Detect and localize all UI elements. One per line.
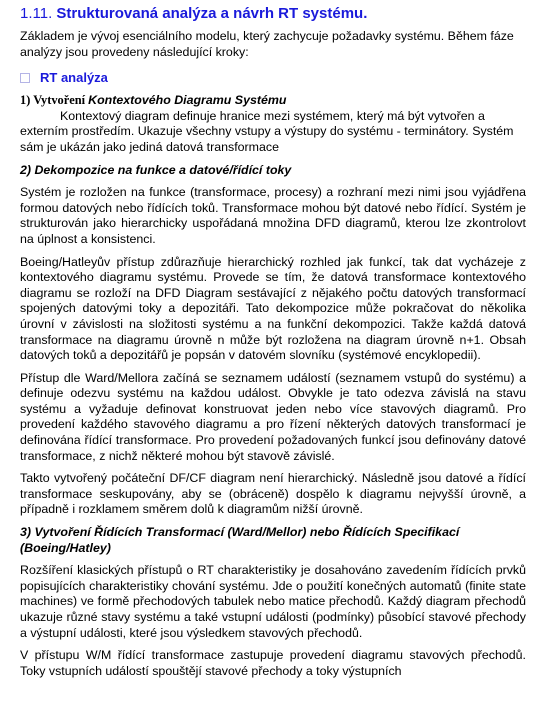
heading-number: 1.11. [20,5,53,22]
step1-heading [20,93,526,109]
subsection-label: RT analýza [40,70,108,86]
heading-title: Strukturovaná analýza a návrh RT systému. [56,5,368,22]
step2-paragraph-2: Boeing/Hatleyův přístup zdůrazňuje hierarchický rozhled jak funkcí, tak dat vycházeje z kontextového diagramu systému. Provede se tím, že datová transformace kontextového diagramu se rozloží na DFD Diagram sestávající z nějakého počtu datových transformací spojených datovými toky a depozitáři. Tato dekompozice může pokračovat do několika úrovní v závislosti na složitosti systému a na funkční dekompozici. Takže každá datová transformace na diagramu úrovně n může být rozložena na diagram úrovně n+1. Obsah datových toků a depozitářů je popsán v datovém slovníku (systémové encyklopedii). [20,254,526,363]
step3-heading: 3) Vytvoření Řídících Transformací (Ward/Mellor) nebo Řídících Specifikací (Boeing/Hatley) [20,525,460,555]
step1-paragraph: Kontextový diagram definuje hranice mezi systémem, který má být vytvořen a externím prostředím. Ukazuje všechny vstupy a výstupy do systému - terminátory. Systém sám je ukázán jako jediná datová transformace [20,108,514,154]
intro-paragraph: Základem je vývoj esenciálního modelu, který zachycuje požadavky systému. Během fáze analýzy jsou provedeny následující kroky: [20,29,514,59]
subsection-heading [20,69,526,87]
step2-paragraph-3: Přístup dle Ward/Mellora začíná se seznamem událostí (seznamem vstupů do systému) a definuje odezvu systému na každou událost. Obvykle je tato odezva závislá na stavu systému a vyžaduje definovat konstruovat jeden nebo více stavových diagramů. Pro provedení každého stavového diagramu a pro řízení některých datových transformací je definována řídící transformace. Pro provedení požadovaných funkcí jsou definovány datové transformace, z nichž některé mohou být stavově závislé. [20,370,526,463]
step1-title: Kontextového Diagramu Systému [88,93,287,108]
step3-paragraph-2: V přístupu W/M řídící transformace zastupuje provedení diagramu stavových přechodů. Toky vstupních událostí spouštějí stavové přechody a toky výstupních [20,648,526,678]
step3-paragraph-1: Rozšíření klasických přístupů o RT charakteristiky je dosahováno zavedením řídících prvků popisujících charakteristiky chování systému. Jde o použití konečných automatů (finite state machines) ve formě přechodových tabulek nebo matice přechodů. Každý diagram přechodů ukazuje různé stavy systému a také vstupní události (podmínky) působící stavové přechody a výstupní události, které jsou výsledkem stavových přechodů. [20,563,526,640]
checkbox-square-icon [20,73,30,83]
step1-prefix: 1) Vytvoření [20,93,89,108]
step2-heading: 2) Dekompozice na funkce a datové/řídící toky [20,162,292,177]
section-heading [20,4,526,24]
document-page [20,4,526,679]
step2-paragraph-1: Systém je rozložen na funkce (transformace, procesy) a rozhraní mezi nimi jsou vyjádřena formou datových nebo řídících toků. Transformace mohou být datové nebo řídící. Systém je strukturován jako hierarchicky uspořádaná množina DFD diagramů, kterou lze zkontrolovt na úplnost a konsistenci. [20,185,526,246]
step2-paragraph-4: Takto vytvořený počáteční DF/CF diagram není hierarchický. Následně jsou datové a řídící transformace seskupovány, aby se (obráceně) dospělo k diagramu nejvyšší úrovně, a případně i rozklamem směrem dolů k diagramům nižší úrovně. [20,471,526,517]
